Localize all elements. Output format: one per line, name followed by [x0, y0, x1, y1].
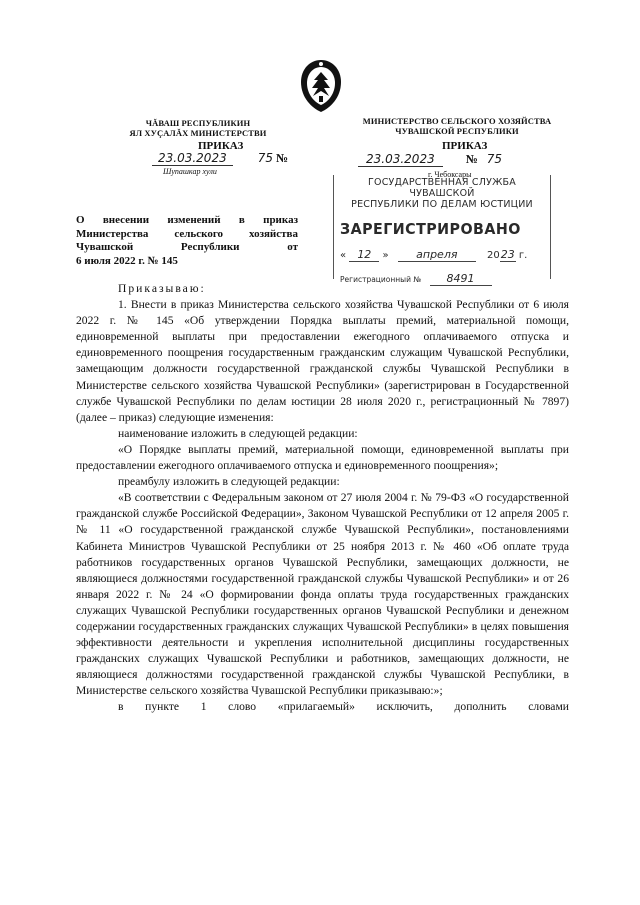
- header-left: [98, 118, 298, 138]
- number-sign-right: №: [465, 152, 478, 166]
- stamp-org-line-1: ГОСУДАРСТВЕННАЯ СЛУЖБА ЧУВАШСКОЙ: [368, 177, 516, 199]
- body-paragraph-5: «В соответствии с Федеральным законом от 27 июля 2004 г. № 79-ФЗ «О государственной гражданской службе Российской Федерации», Законом Чувашской Республики от 12 апреля 2005 г. № 11 «О государственной гражданской службе Чувашской Республики», постановлениями Кабинета Министров Чувашской Республики от 25 ноября 2013 г. № 460 «Об оплате труда работников государственных органов Чувашской Республики, замещающих должности, не являющиеся должностями государственной гражданской службы Чувашской Республики» и от 26 января 2022 г. № 24 «О формировании фонда оплаты труда государственных гражданских служащих Чувашской Республики государственных органов Чувашской Республики и денежном содержании государственных гражданских служащих Чувашской Республики» в целях повышения эффективности деятельности и укрепления исполнительной дисциплины государственных гражданских служащих Чувашской Республики и работников, замещающих должности, не являющиеся должностями государственной гражданской службы Чувашской Республики, в Министерстве сельского хозяйства Чувашской Республики приказываю:»;: [76, 491, 569, 698]
- header-right: [352, 116, 562, 136]
- stamp-year: 23: [500, 248, 515, 261]
- header-right-line-1: МИНИСТЕРСТВО СЕЛЬСКОГО ХОЗЯЙСТВА: [362, 116, 552, 126]
- header-right-line-2: ЧУВАШСКОЙ РЕСПУБЛИКИ: [395, 126, 519, 136]
- order-number-left: 75: [257, 151, 273, 165]
- order-number-right: 75: [486, 152, 503, 166]
- city-left: Шупашкар хули: [163, 167, 217, 176]
- body-paragraph-3: «О Порядке выплаты премий, материальной помощи, единовременной выплаты при предоставлении ежегодного оплачиваемого отпуска и единовременного поощрения»;: [76, 442, 569, 473]
- body-paragraph-1: 1. Внести в приказ Министерства сельского хозяйства Чувашской Республики от 6 июля 2022 г. № 145 «Об утверждении Порядка выплаты премий, материальной помощи, единовременной выплаты при предоставлении ежегодного оплачиваемого отпуска и единовременного поощрения государственным гражданским служащим Чувашской Республики, замещающим должности государственной гражданской службы Чувашской Республики в Министерстве сельского хозяйства Чувашской Республики» (зарегистрирован в Государственной службе Чувашской Республики по делам юстиции 28 июля 2020 г., регистрационный № 7897) (далее – приказ) следующие изменения:: [76, 298, 569, 424]
- coat-of-arms-icon: [296, 58, 346, 114]
- body-paragraph-6: в пункте 1 слово «прилагаемый» исключить, дополнить словами: [118, 700, 569, 714]
- stamp-year-suffix: г.: [518, 250, 528, 261]
- registration-stamp: [333, 175, 551, 285]
- subject-line-3: Чувашской Республики от: [76, 241, 298, 253]
- subject-line-2: Министерства сельского хозяйства: [76, 227, 298, 240]
- body-paragraph-2: наименование изложить в следующей редакции:: [118, 426, 358, 440]
- subject-line-4: 6 июля 2022 г. № 145: [76, 254, 178, 267]
- order-date-right: 23.03.2023: [358, 152, 443, 167]
- stamp-organization: [334, 177, 550, 210]
- stamp-quote-open: «: [340, 250, 347, 261]
- order-date-number-left: [152, 151, 288, 166]
- stamp-year-prefix: 20: [487, 250, 500, 261]
- stamp-registered: ЗАРЕГИСТРИРОВАНО: [340, 220, 521, 238]
- stamp-org-line-2: РЕСПУБЛИКИ ПО ДЕЛАМ ЮСТИЦИИ: [351, 199, 533, 210]
- stamp-reg-label: Регистрационный №: [340, 275, 422, 284]
- stamp-reg-number: 8491: [430, 272, 492, 286]
- header-left-line-2: ЯЛ ХУÇАЛĂХ МИНИСТЕРСТВИ: [129, 128, 267, 138]
- stamp-date-line: [340, 248, 550, 262]
- number-sign-left: №: [276, 151, 289, 165]
- subject-line-1: О внесении изменений в приказ: [76, 214, 298, 226]
- order-subject: [76, 214, 298, 268]
- order-title-left: ПРИКАЗ: [198, 140, 244, 152]
- stamp-month: апреля: [398, 248, 476, 262]
- order-body: [76, 281, 569, 716]
- stamp-quote-close: »: [382, 250, 389, 261]
- order-date-left: 23.03.2023: [152, 151, 233, 166]
- header-left-line-1: ЧĂВАШ РЕСПУБЛИКИН: [145, 118, 251, 128]
- body-paragraph-prikazyvayu: Приказываю:: [118, 282, 206, 295]
- city-right: г. Чебоксары: [428, 170, 472, 179]
- order-date-number-right: [358, 152, 502, 167]
- body-paragraph-4: преамбулу изложить в следующей редакции:: [118, 475, 340, 489]
- stamp-day: 12: [349, 248, 379, 262]
- order-title-right: ПРИКАЗ: [442, 140, 488, 152]
